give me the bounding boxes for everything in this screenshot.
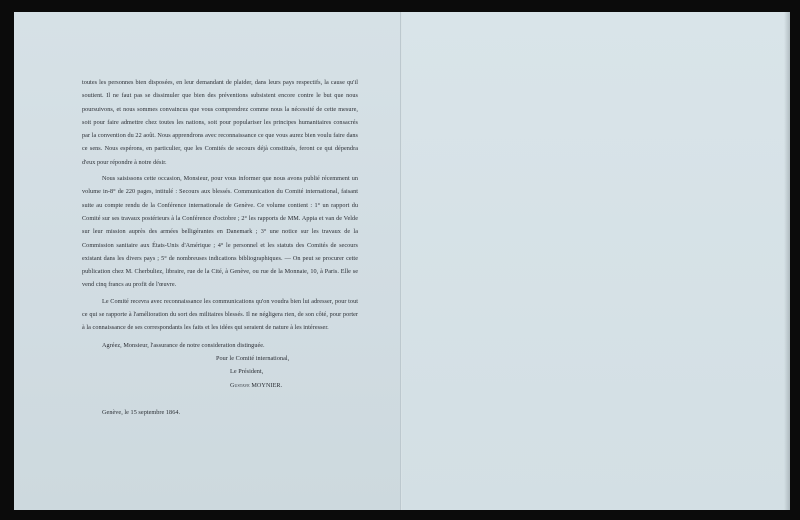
date-line: Genève, le 15 septembre 1864. xyxy=(102,408,181,416)
left-page xyxy=(14,12,400,510)
letter-body xyxy=(82,76,358,419)
closing-block xyxy=(82,339,358,392)
paragraph-1: toutes les personnes bien disposées, en leur demandant de plaider, dans leurs pays respectifs, la cause qu'il soutient. Il ne faut pas se dissimuler que bien des préventions subsistent encore contre le but que nous poursuivons, et nous sommes convaincus que vous comprendrez comme nous la nécessité de cette mesure, soit pour faire admettre chez toutes les nations, soit pour populariser les principes humanitaires consacrés par la convention du 22 août. Nous apprendrons avec reconnaissance ce que vous aurez bien voulu faire dans ce sens. Nous espérons, en particulier, que les Comités de secours déjà constitués, feront ce qui dépendra d'eux pour répondre à notre désir. xyxy=(82,79,358,166)
document-sheet xyxy=(14,12,790,510)
page-edge-shadow xyxy=(784,12,790,510)
right-page-blank xyxy=(402,12,790,510)
signature-title: Le Président, xyxy=(230,368,264,376)
closing-salutation: Agréez, Monsieur, l'assurance de notre consideration distinguée. xyxy=(102,341,265,349)
paragraph-2: Nous saisissons cette occasion, Monsieur, pour vous informer que nous avons publié récemment un volume in-8° de 220 pages, intitulé : Secours aux blessés. Communication du Comité international, faisant suite au compte rendu de la Conférence internationale de Genève. Ce volume contient : 1° un rapport du Comité sur ses travaux postérieurs à la Conférence d'octobre ; 2° les rapports de MM. Appia et van de Velde sur leur mission auprès des armées belligérantes en Danemark ; 3° une notice sur les travaux de la Commission sanitaire aux États-Unis d'Amérique ; 4° le personnel et les statuts des Comités de secours existant dans les divers pays ; 5° de nombreuses indications bibliographiques. — On peut se procurer cette publication chez M. Cherbuliez, libraire, rue de la Cité, à Genève, ou rue de la Monnaie, 10, à Paris. Elle se vend cinq francs au profit de l'œuvre. xyxy=(82,175,358,289)
paragraph-3: Le Comité recevra avec reconnaissance les communications qu'on voudra bien lui adresser, pour tout ce qui se rapporte à l'amélioration du sort des militaires blessés. Il ne négligera rien, de son côté, pour porter à la connaissance de ses correspondants les faits et les idées qui seraient de nature à les intéresser. xyxy=(82,297,358,332)
signature-committee: Pour le Comité international, xyxy=(216,354,290,362)
signature-name: Gustave MOYNIER. xyxy=(230,381,283,389)
